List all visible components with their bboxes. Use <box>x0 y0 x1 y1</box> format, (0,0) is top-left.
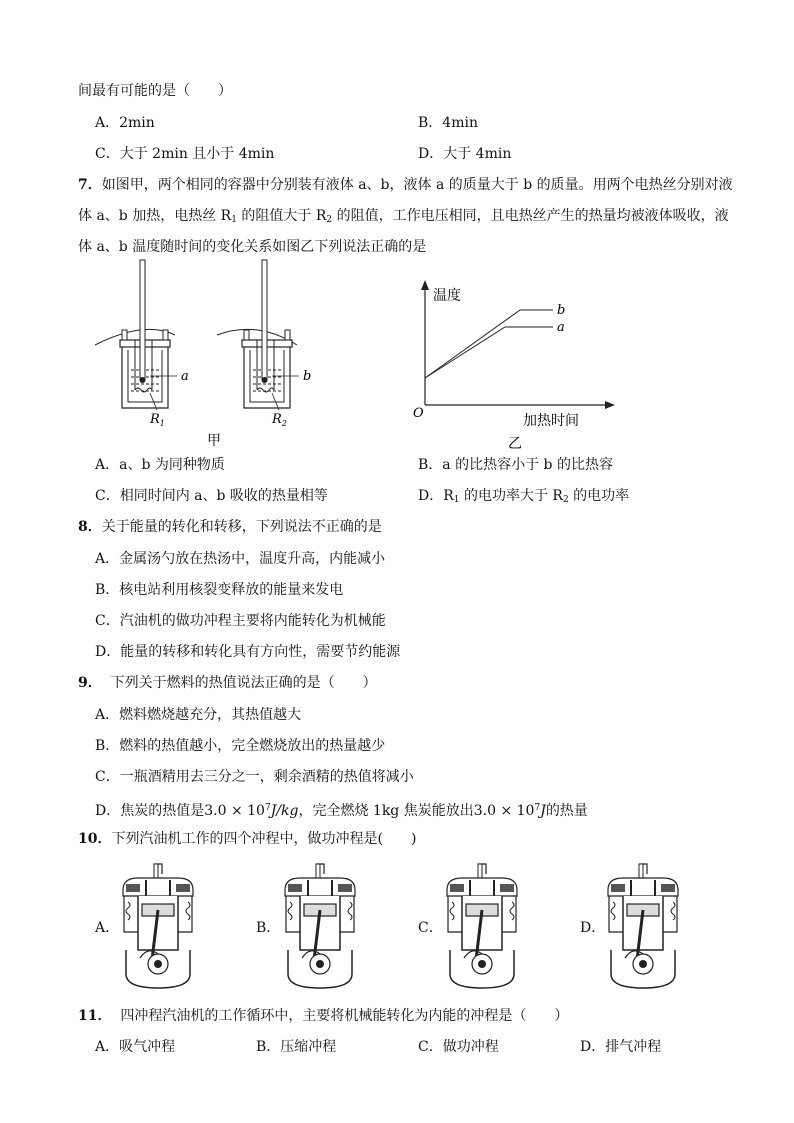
option-letter: C． <box>418 920 443 936</box>
option-text: 焦炭的热值是 <box>120 803 205 819</box>
option-letter: B． <box>95 582 120 598</box>
label-r1: $R_1$ <box>150 412 165 428</box>
option-letter: B． <box>418 457 443 473</box>
q6-stem-tail: 间最有可能的是（ ） <box>78 83 232 99</box>
q9-text: 下列关于燃料的热值说法正确的是（ ） <box>101 675 377 691</box>
q8-stem <box>78 517 382 537</box>
math-number: 3.0 × 10 <box>473 803 535 819</box>
q11-option-d[interactable] <box>580 1037 661 1057</box>
question-number: 11． <box>78 1008 112 1024</box>
option-text: 2min <box>119 115 155 131</box>
question-number: 10． <box>78 831 112 847</box>
option-letter: B． <box>256 1039 281 1055</box>
option-letter: D． <box>95 803 121 819</box>
option-text: 能量的转移和转化具有方向性，需要节约能源 <box>120 644 401 660</box>
q7-stem-line3: 体 a、b 温度随时间的变化关系如图乙下列说法正确的是 <box>78 239 427 255</box>
q7-text: 如图甲，两个相同的容器中分别装有液体 a、b，液体 a 的质量大于 b 的质量。用两个电热丝分别对液 <box>101 177 733 193</box>
q8-option-a[interactable] <box>95 549 385 569</box>
question-number: 9． <box>78 675 102 691</box>
q7-text: 的阻值，工作电压相同，且电热丝产生的热量均被液体吸收，液 <box>332 208 729 224</box>
option-letter: A． <box>95 920 120 936</box>
caption-jia: 甲 <box>207 433 221 449</box>
option-text: 4min <box>442 115 478 131</box>
q11-stem <box>78 1006 568 1026</box>
option-text: 做功冲程 <box>442 1039 499 1055</box>
option-text: 的热量 <box>545 803 588 819</box>
subscript: 2 <box>562 495 569 505</box>
option-letter: A． <box>95 551 120 567</box>
q8-text: 关于能量的转化和转移，下列说法不正确的是 <box>101 519 382 535</box>
q6-option-a[interactable] <box>95 113 155 133</box>
q7-text: 体 a、b 加热，电热丝 R <box>78 208 232 224</box>
option-text: 排气冲程 <box>605 1039 662 1055</box>
q7-option-c[interactable] <box>95 486 328 506</box>
option-letter: B． <box>418 115 443 131</box>
q7-option-b[interactable] <box>418 455 613 475</box>
option-text: 大于 4min <box>443 146 512 162</box>
math-heat-value <box>204 803 298 819</box>
q10-option-b[interactable] <box>256 918 280 938</box>
series-a-label: a <box>557 320 565 335</box>
option-text: a、b 为同种物质 <box>119 457 225 473</box>
option-text: 燃料的热值越小，完全燃烧放出的热量越少 <box>119 738 386 754</box>
q8-option-c[interactable] <box>95 611 386 631</box>
container-b <box>217 260 299 410</box>
q7-option-a[interactable] <box>95 455 225 475</box>
container-a <box>95 260 177 410</box>
q11-option-a[interactable] <box>95 1037 175 1057</box>
option-text: 相同时间内 a、b 吸收的热量相等 <box>119 488 328 504</box>
option-text: 的电功率 <box>568 488 630 504</box>
math-heat-amount <box>474 803 546 819</box>
series-b-label: b <box>557 303 566 318</box>
q9-option-d[interactable] <box>95 798 588 821</box>
option-text: 汽油机的做功冲程主要将内能转化为机械能 <box>119 613 386 629</box>
q11-option-c[interactable] <box>418 1037 499 1057</box>
option-letter: D． <box>580 1039 606 1055</box>
math-number: 3.0 × 10 <box>204 803 265 819</box>
option-letter: D． <box>580 920 606 936</box>
label-b: b <box>303 369 312 384</box>
q6-option-b[interactable] <box>418 113 478 133</box>
engine-a-icon <box>118 862 198 992</box>
q10-option-a[interactable] <box>95 918 119 938</box>
q11-text: 四冲程汽油机的工作循环中，主要将机械能转化为内能的冲程是（ ） <box>111 1008 569 1024</box>
q10-stem <box>78 829 416 849</box>
q7-stem-line2 <box>78 206 729 230</box>
engine-c-icon <box>442 862 522 992</box>
option-text: R <box>443 488 454 504</box>
option-letter: D． <box>95 644 121 660</box>
label-r2: $R_2$ <box>272 412 287 428</box>
option-letter: A． <box>95 707 120 723</box>
option-letter: C． <box>95 146 120 162</box>
option-letter: C． <box>95 613 120 629</box>
superscript: 7 <box>264 803 271 813</box>
series-b-line <box>425 310 553 378</box>
q7-stem-line1 <box>78 175 733 195</box>
option-text: 吸气冲程 <box>119 1039 176 1055</box>
option-letter: D． <box>418 146 444 162</box>
option-text: 燃料燃烧越充分，其热值越大 <box>119 707 302 723</box>
y-axis-label: 温度 <box>433 288 461 304</box>
caption-yi: 乙 <box>508 436 522 452</box>
question-number: 8． <box>78 519 102 535</box>
option-letter: A． <box>95 457 120 473</box>
q9-option-c[interactable] <box>95 767 414 787</box>
label-a: a <box>181 369 189 384</box>
option-text: 大于 2min 且小于 4min <box>119 146 275 162</box>
q11-option-b[interactable] <box>256 1037 336 1057</box>
option-letter: B． <box>95 738 120 754</box>
figure-yi <box>405 280 625 455</box>
q6-option-c[interactable] <box>95 144 274 164</box>
q8-option-d[interactable] <box>95 642 400 662</box>
option-text: 金属汤勺放在热汤中，温度升高，内能减小 <box>119 551 386 567</box>
q7-option-d[interactable] <box>418 486 629 510</box>
origin-label: O <box>413 406 424 421</box>
option-letter: D． <box>418 488 444 504</box>
q10-option-c[interactable] <box>418 918 443 938</box>
x-axis-label: 加热时间 <box>523 413 579 429</box>
option-text: 核电站利用核裂变释放的能量来发电 <box>119 582 344 598</box>
subscript: 1 <box>231 215 237 225</box>
q8-option-b[interactable] <box>95 580 343 600</box>
q9-option-b[interactable] <box>95 736 385 756</box>
subscript: 1 <box>453 495 460 505</box>
engine-b-icon <box>280 862 360 992</box>
q10-option-d[interactable] <box>580 918 605 938</box>
math-unit: J/kg <box>270 803 299 819</box>
q9-stem <box>78 673 377 693</box>
option-text: 一瓶酒精用去三分之一，剩余酒精的热值将减小 <box>119 769 414 785</box>
math-unit: J <box>540 803 546 819</box>
option-letter: A． <box>95 1039 120 1055</box>
option-text: a 的比热容小于 b 的比热容 <box>442 457 613 473</box>
option-text: 压缩冲程 <box>280 1039 337 1055</box>
option-text: ，完全燃烧 1kg 焦炭能放出 <box>298 803 474 819</box>
q7-text: 的阻值大于 R <box>236 208 327 224</box>
figure-jia <box>95 260 335 450</box>
superscript: 7 <box>534 803 541 813</box>
q10-text: 下列汽油机工作的四个冲程中，做功冲程是( ) <box>111 831 417 847</box>
subscript: 2 <box>326 215 333 225</box>
option-letter: C． <box>95 488 120 504</box>
engine-d-icon <box>603 862 683 992</box>
option-letter: C． <box>95 769 120 785</box>
option-letter: B． <box>256 920 281 936</box>
series-a-line <box>425 327 553 378</box>
option-text: 的电功率大于 R <box>459 488 563 504</box>
option-letter: C． <box>418 1039 443 1055</box>
q6-option-d[interactable] <box>418 144 511 164</box>
option-letter: A． <box>95 115 120 131</box>
question-number: 7． <box>78 177 102 193</box>
q9-option-a[interactable] <box>95 705 301 725</box>
